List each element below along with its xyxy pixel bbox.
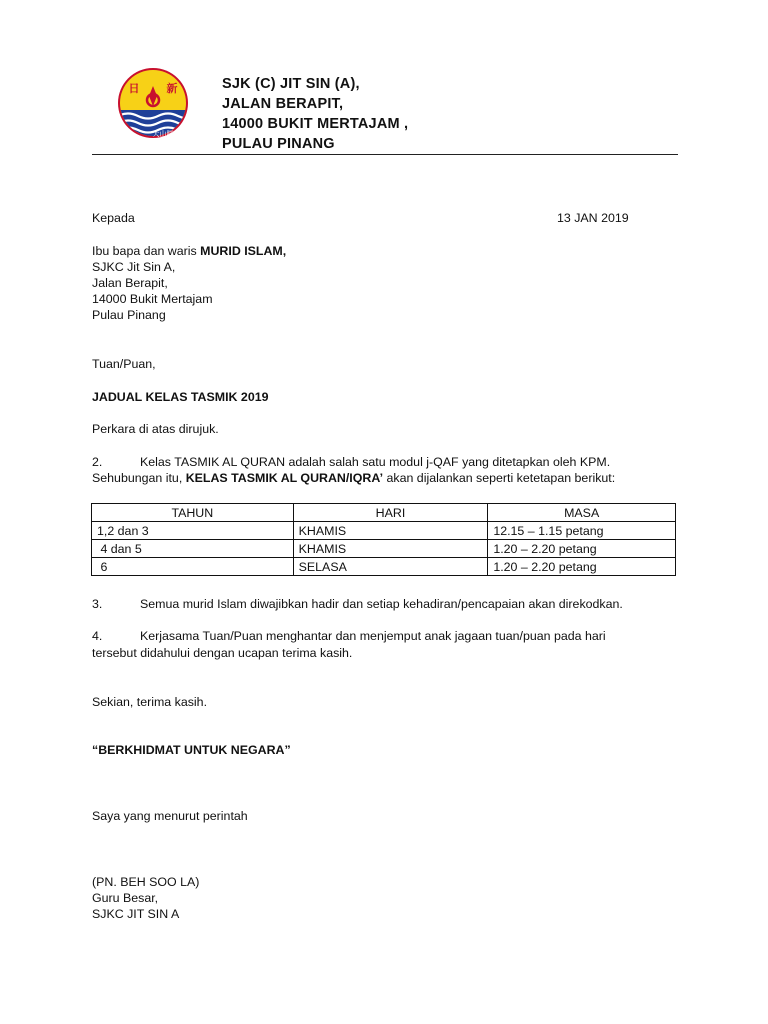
para2-line-1 <box>92 454 610 470</box>
cell-masa: 1.20 – 2.20 petang <box>488 540 676 558</box>
reference-line: Perkara di atas dirujuk. <box>92 422 219 436</box>
para2-line-2 <box>92 470 615 486</box>
para2-number: 2. <box>92 455 103 469</box>
table-row <box>92 522 676 540</box>
letter-date: 13 JAN 2019 <box>557 211 629 225</box>
table-row <box>92 540 676 558</box>
table-row <box>92 558 676 576</box>
school-crest-logo <box>116 66 190 140</box>
letterhead-line-3: 14000 BUKIT MERTAJAM , <box>222 116 409 132</box>
cell-tahun: 1,2 dan 3 <box>92 522 294 540</box>
para2-suffix: akan dijalankan seperti ketetapan berikut: <box>383 471 616 485</box>
para3-number: 3. <box>92 597 103 611</box>
para3 <box>92 596 623 612</box>
signatory-title: Guru Besar, <box>92 891 159 905</box>
para2-bold: KELAS TASMIK AL QURAN/IQRA’ <box>185 471 384 485</box>
para4-text-1: Kerjasama Tuan/Puan menghantar dan menjemput anak jagaan tuan/puan pada hari <box>140 629 606 643</box>
to-label: Kepada <box>92 211 135 225</box>
school-crest-icon <box>116 66 190 140</box>
header-hari: HARI <box>293 504 488 522</box>
cell-hari: KHAMIS <box>293 522 488 540</box>
motto: “BERKHIDMAT UNTUK NEGARA” <box>92 743 291 757</box>
letterhead-divider <box>92 154 678 155</box>
signatory-school: SJKC JIT SIN A <box>92 907 180 921</box>
cell-masa: 12.15 – 1.15 petang <box>488 522 676 540</box>
closing-line: Sekian, terima kasih. <box>92 695 208 709</box>
cell-hari: KHAMIS <box>293 540 488 558</box>
crest-char-1: 日 <box>128 82 140 95</box>
table-header-row <box>92 504 676 522</box>
para4-line-2: tersebut didahului dengan ucapan terima kasih. <box>92 646 353 660</box>
header-tahun: TAHUN <box>92 504 294 522</box>
recipient-line-4: 14000 Bukit Mertajam <box>92 292 213 306</box>
signoff-line: Saya yang menurut perintah <box>92 809 248 823</box>
para4-number: 4. <box>92 629 103 643</box>
recipient-line-1 <box>92 243 286 259</box>
crest-chars-3: 大山脚 <box>152 130 174 138</box>
letter-subject: JADUAL KELAS TASMIK 2019 <box>92 390 269 404</box>
letterhead-line-4: PULAU PINANG <box>222 136 335 152</box>
letterhead-line-2: JALAN BERAPIT, <box>222 96 344 112</box>
header-masa: MASA <box>488 504 676 522</box>
recipient-line-2: SJKC Jit Sin A, <box>92 260 176 274</box>
cell-hari: SELASA <box>293 558 488 576</box>
recipient-bold: MURID ISLAM, <box>200 244 287 258</box>
recipient-line-5: Pulau Pinang <box>92 308 166 322</box>
cell-tahun: 6 <box>92 558 294 576</box>
recipient-prefix: Ibu bapa dan waris <box>92 244 201 258</box>
cell-masa: 1.20 – 2.20 petang <box>488 558 676 576</box>
para2-prefix: Sehubungan itu, <box>92 471 186 485</box>
signatory-name: (PN. BEH SOO LA) <box>92 875 200 889</box>
schedule-table <box>91 503 676 576</box>
recipient-line-3: Jalan Berapit, <box>92 276 168 290</box>
para4-line-1 <box>92 628 606 644</box>
para2-text-1: Kelas TASMIK AL QURAN adalah salah satu modul j-QAF yang ditetapkan oleh KPM. <box>140 455 611 469</box>
salutation: Tuan/Puan, <box>92 357 156 371</box>
letterhead-line-1: SJK (C) JIT SIN (A), <box>222 76 360 92</box>
cell-tahun: 4 dan 5 <box>92 540 294 558</box>
para3-text: Semua murid Islam diwajibkan hadir dan setiap kehadiran/pencapaian akan direkodkan. <box>140 597 623 611</box>
crest-char-2: 新 <box>166 82 178 95</box>
